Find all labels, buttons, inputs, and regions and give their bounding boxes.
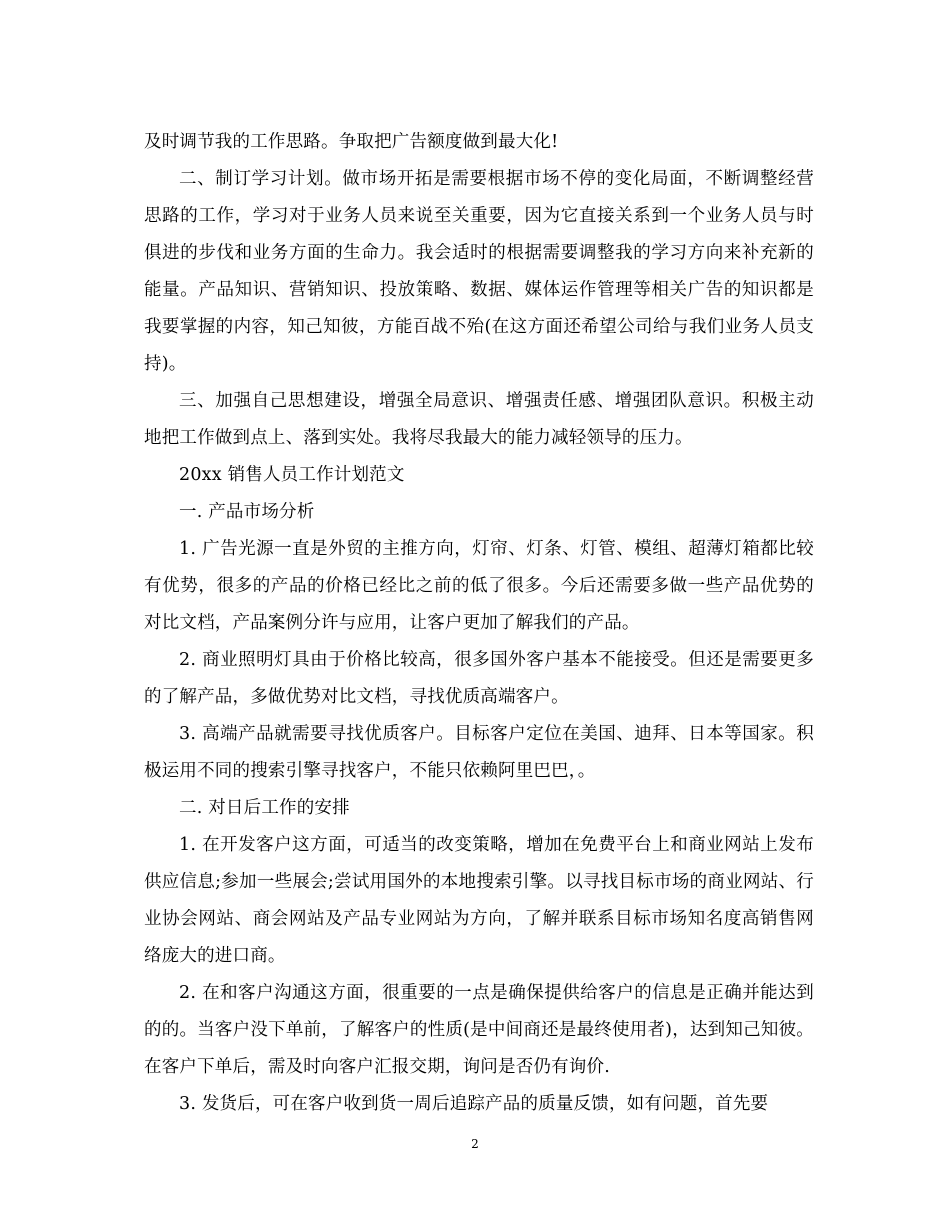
document-body xyxy=(144,124,814,1123)
section-heading-sales-plan: 20xx 销售人员工作计划范文 xyxy=(179,465,405,485)
paragraph-market-1: 1. 广告光源一直是外贸的主推方向，灯帘、灯条、灯管、模组、超薄灯箱都比较有优势，很多的产品的价格已经比之前的低了很多。今后还需要多做一些产品优势的对比文档，产品案例分许与应用，让客户更加了解我们的产品。 xyxy=(144,539,814,633)
page-number: 2 xyxy=(471,1137,479,1151)
paragraph-ideology: 三、加强自己思想建设，增强全局意识、增强责任感、增强团队意识。积极主动地把工作做到点上、落到实处。我将尽我最大的能力减轻领导的压力。 xyxy=(144,391,814,448)
paragraph-continuation: 及时调节我的工作思路。争取把广告额度做到最大化! xyxy=(144,132,559,152)
paragraph-arrangement-2: 2. 在和客户沟通这方面，很重要的一点是确保提供给客户的信息是正确并能达到的的。当客户没下单前，了解客户的性质(是中间商还是最终使用者)，达到知己知彼。在客户下单后，需及时向客户汇报交期，询问是否仍有询价. xyxy=(144,983,814,1077)
section-heading-work-arrangement: 二. 对日后工作的安排 xyxy=(179,798,350,818)
paragraph-market-2: 2. 商业照明灯具由于价格比较高，很多国外客户基本不能接受。但还是需要更多的了解产品，多做优势对比文档，寻找优质高端客户。 xyxy=(144,650,814,707)
paragraph-arrangement-3: 3. 发货后，可在客户收到货一周后追踪产品的质量反馈，如有问题，首先要 xyxy=(179,1094,769,1114)
paragraph-study-plan: 二、制订学习计划。做市场开拓是需要根据市场不停的变化局面，不断调整经营思路的工作，学习对于业务人员来说至关重要，因为它直接关系到一个业务人员与时俱进的步伐和业务方面的生命力。我会适时的根据需要调整我的学习方向来补充新的能量。产品知识、营销知识、投放策略、数据、媒体运作管理等相关广告的知识都是我要掌握的内容，知己知彼，方能百战不殆(在这方面还希望公司给与我们业务人员支持)。 xyxy=(144,169,814,374)
section-heading-market-analysis: 一. 产品市场分析 xyxy=(179,502,315,522)
paragraph-arrangement-1: 1. 在开发客户这方面，可适当的改变策略，增加在免费平台上和商业网站上发布供应信息;参加一些展会;尝试用国外的本地搜索引擎。以寻找目标市场的商业网站、行业协会网站、商会网站及产品专业网站为方向，了解并联系目标市场知名度高销售网络庞大的进口商。 xyxy=(144,835,814,966)
paragraph-market-3: 3. 高端产品就需要寻找优质客户。目标客户定位在美国、迪拜、日本等国家。积极运用不同的搜索引擎寻找客户，不能只依赖阿里巴巴，。 xyxy=(144,724,814,781)
